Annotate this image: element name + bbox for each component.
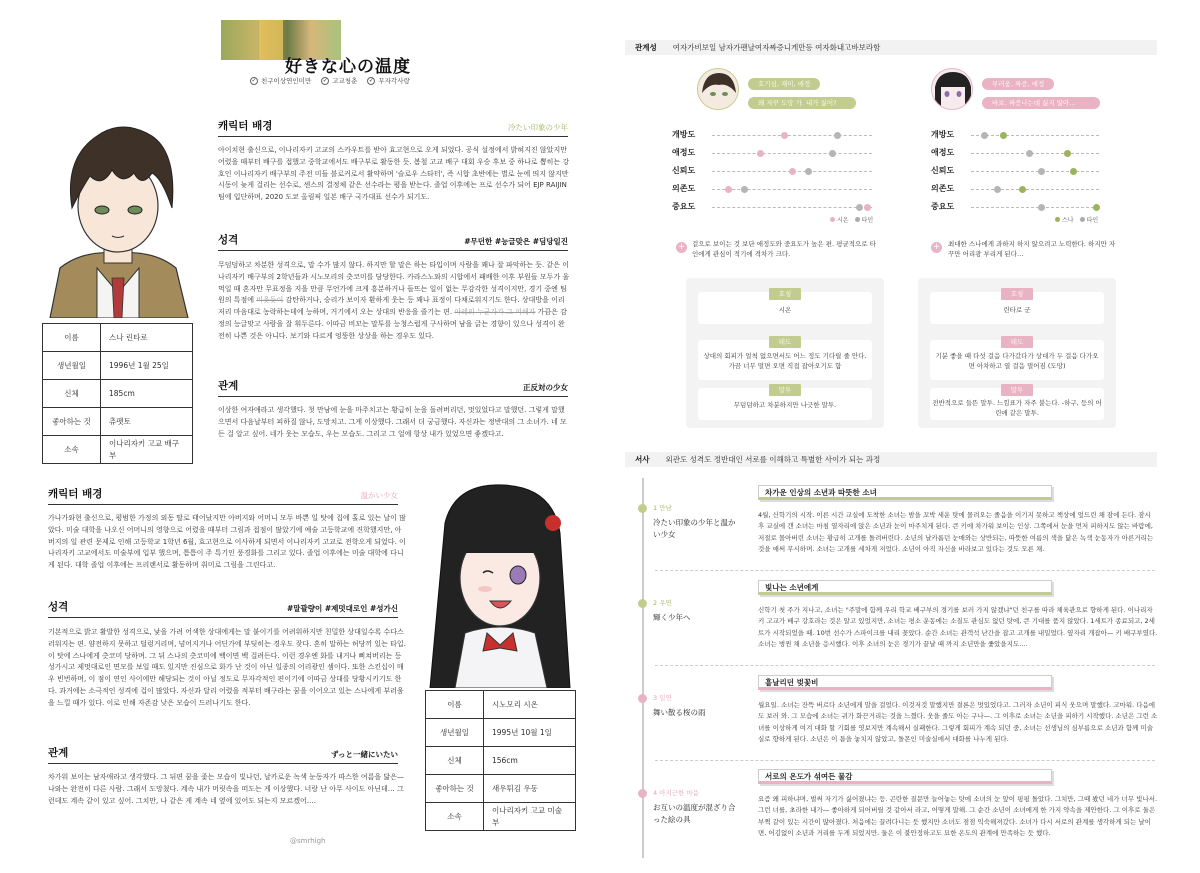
nickname-text: 시온 bbox=[778, 306, 792, 314]
plus-icon: + bbox=[677, 242, 686, 252]
cell-key: 이름 bbox=[43, 324, 101, 352]
char2-relation-heading bbox=[48, 746, 398, 764]
suna-portrait bbox=[42, 118, 194, 318]
speech-text: 전반적으로 들뜬 말투. 느낌표가 자주 붙는다. -하구, 등의 어린애 같은 말투. bbox=[932, 399, 1102, 418]
stat-track bbox=[971, 153, 1099, 154]
stat-label: 애정도 bbox=[931, 148, 955, 157]
stat-label: 신뢰도 bbox=[931, 166, 955, 175]
stat-dot-others bbox=[834, 132, 841, 139]
stat-dot-others bbox=[1026, 150, 1033, 157]
cell-key: 생년월일 bbox=[426, 719, 484, 747]
timeline-step: 1 만남 bbox=[653, 504, 672, 512]
nickname-text: 린타로 군 bbox=[1003, 306, 1031, 314]
timeline-dot bbox=[638, 599, 647, 608]
bar-text: 여자가비보일 남자가팬날여자짜증니게만등 여자화내고바보라함 bbox=[672, 42, 881, 52]
story-heading: 서로의 온도가 섞여든 물감 bbox=[758, 769, 1052, 784]
tag-label: 친구이상연인미만 bbox=[261, 77, 312, 85]
text-run: 감탄하거나, 승리가 보이자 환하게 웃는 등 꽤나 표정이 다채로워지기도 한다. 상대방을 이리저리 마음대로 농락하는데에 능하며, 거기에서 오는 상대의 반응을 즐기는 편. bbox=[218, 296, 565, 316]
stat-row bbox=[672, 180, 872, 198]
stat-dot-self bbox=[725, 186, 732, 193]
cell-value: 1995년 10월 1일 bbox=[484, 719, 576, 747]
stats-legend bbox=[1055, 216, 1098, 225]
text-run: 가끔은 감정의 능글맞고 사람을 잘 휘두른다. 이따금 비꼬는 말투를 능청스럽게 구사하며 남을 긁는 경향이 있으나 성격이 완전히 나쁜 것은 아니다. 보기와 다르게 엉뚱한 상상을 하는 경우도 있다. bbox=[218, 308, 567, 340]
stat-row bbox=[931, 162, 1099, 180]
speech-text: 무덤덤하고 차분하지만 나긋한 말투. bbox=[733, 401, 837, 409]
divider bbox=[655, 760, 1155, 761]
quote-bubble: 바보. 짜증나는데 싫지 않아… bbox=[982, 97, 1100, 109]
timeline-dot bbox=[638, 504, 647, 513]
cell-value: 시노모리 시온 bbox=[484, 691, 576, 719]
char1-relation-text: 이상한 여자애라고 생각했다. 첫 만남에 눈을 마주치고는 황급히 눈을 돌려버리던, 멋있었다고 말했던. 그렇게 말했으면서 다음날부터 피하질 않나, 도망치고. 그게 이상했다. 그래서 더 궁금했다. 자신과는 정반대의 그 소녀가. 네 모든 걸 알고 싶어. 네가 웃는 모습도, 우는 모습도. 그리고 그 얼에 항상 내가 있었으면 좋겠다고. bbox=[218, 406, 567, 438]
divider bbox=[655, 570, 1155, 571]
check-icon: ✓ bbox=[368, 77, 374, 85]
stat-dot-others bbox=[981, 132, 988, 139]
stat-label: 개방도 bbox=[931, 130, 955, 139]
section-title: 관계 bbox=[218, 379, 239, 392]
attitude-pill: 태도 bbox=[769, 336, 801, 348]
section-title: 성격 bbox=[48, 600, 69, 613]
title-banner bbox=[221, 20, 421, 77]
story-text: 요즘 왜 피하냐며, 벌써 자기가 싫어졌냐는 등. 곤란한 질문만 늘어놓는 탓에 소녀의 눈 앞이 핑핑 돌았다. 그치만, 그때 봤던 네가 너무 빛나서. 그런 너를, 초라한 내가— 좋아하게 되어버릴 것 같아서 라고, 어떻게 말해. 그 순간 소년이 소녀에게 한 가지 약속을 제안한다. 그 이후로 둘은 부쩍 같이 있는 시간이 많아졌다. 처음에는 끌려다니는 듯 했지만 소녀도 점점 익숙해져갔다. 소녀가 다시 서로의 관계를 생각하게 되는 날이면, 어김없이 소년과 거리를 두게 되었지만. 둘은 이 불안정하고도 묘한 온도의 관계에 만족하는 듯 했다. bbox=[758, 795, 1158, 838]
section-subtitle: 冷たい印象の少年 bbox=[508, 123, 568, 133]
stat-dot-others bbox=[741, 186, 748, 193]
tag-label: 무자각사랑 bbox=[378, 77, 410, 85]
cell-value: 156cm bbox=[484, 747, 576, 775]
table-row bbox=[426, 803, 576, 831]
shion-stats bbox=[931, 126, 1099, 216]
stat-dot-others bbox=[1038, 204, 1045, 211]
stat-label: 의존도 bbox=[672, 184, 696, 193]
legend-item bbox=[1055, 216, 1074, 225]
stat-row bbox=[931, 198, 1099, 216]
stat-track bbox=[712, 207, 872, 208]
stat-dot-others bbox=[829, 150, 836, 157]
stats-legend bbox=[830, 216, 873, 225]
char1-bg-text: 아이치현 출신으로, 이나리자키 고교의 스카우트를 받아 효고현으로 오게 되었다. 공식 설정에서 밝혀지진 않았지만 어렸을 때부터 배구를 접했고 중학교에서도 배구부로 활동한 듯. 봄철 고교 배구 대회 우승 후보 중 하나로 뽑히는 강호인 이나리자키 배구부의 주전 미들 블로커로서 활약하며 '슬로우 스타터', 즉 시합 초반에는 별로 눈에 띄지 않지만 시동이 늦게 걸리는 선수로, 센스의 결정체 같은 선수라는 평을 받는다. 졸업 이후에는 프로 선수가 되어 EJP RAIJIN팀에 입단하며, 2020 도쿄 올림픽 일본 배구 국가대표 선수가 되기도. bbox=[218, 146, 570, 201]
legend-label: 시온 bbox=[837, 217, 849, 224]
cell-key: 신체 bbox=[426, 747, 484, 775]
table-row bbox=[43, 408, 193, 436]
table-row bbox=[426, 719, 576, 747]
legend-label: 타인 bbox=[1086, 217, 1099, 224]
section-subtitle: ずっと一緒にいたい bbox=[330, 750, 398, 760]
table-row bbox=[426, 775, 576, 803]
page-title: 好きな心の温度 bbox=[285, 57, 411, 77]
stat-dot-self bbox=[1064, 150, 1071, 157]
stat-row bbox=[931, 126, 1099, 144]
section-title: 캐릭터 배경 bbox=[218, 119, 273, 132]
char2-personality-heading bbox=[48, 600, 398, 618]
speech-pill: 말투 bbox=[769, 384, 801, 396]
legend-item bbox=[1080, 216, 1099, 225]
section-subtitle: #무던한 #능글맞은 #딤당일진 bbox=[464, 237, 568, 247]
tag-item bbox=[250, 76, 311, 86]
suna-stats bbox=[672, 126, 872, 216]
cell-key: 소속 bbox=[426, 803, 484, 831]
stat-label: 개방도 bbox=[672, 130, 696, 139]
stat-label: 애정도 bbox=[672, 148, 696, 157]
speech-pill: 말투 bbox=[1001, 384, 1033, 396]
text-run: 무덤덤하고 차분한 성격으로, 말 수가 많지 않다. 하지만 할 말은 하는 타입이며 사람을 꽤나 잘 파악하는 듯. 같은 이나리자키 배구부의 2학년들과 시노모리의 츳코미를 담당한다. 카라스노와의 시합에서 패배한 이후 부원들 모두가 울먹일 때 혼자만 무표정을 지을 만큼 무언가에 크게 흥분하거나 들뜨는 일이 없는 무감각한 성격이지만, 경기 중엔 팀원의 특점에 bbox=[218, 261, 570, 305]
table-row bbox=[426, 691, 576, 719]
cell-value: 1996년 1월 25일 bbox=[101, 352, 193, 380]
section-subtitle: #말괄량이 #제멋대로인 #성가신 bbox=[286, 604, 398, 614]
timeline-step: 4 아지근한 마음 bbox=[653, 789, 699, 797]
timeline-line bbox=[642, 478, 644, 858]
bar-text: 외관도 성격도 정반대인 서로를 이해하고 특별한 사이가 되는 과정 bbox=[665, 454, 881, 464]
stat-dot-self bbox=[864, 204, 871, 211]
stat-track bbox=[971, 207, 1099, 208]
attitude-text: 기분 좋을 때 다섯 걸음 다가갔다가 상대가 두 걸음 다가오면 아차하고 열 걸음 멀어짐 (도망) bbox=[935, 352, 1099, 371]
stat-dot-self bbox=[1000, 132, 1007, 139]
cell-value: 츄펫토 bbox=[101, 408, 193, 436]
stat-track bbox=[971, 171, 1099, 172]
check-icon: ✓ bbox=[322, 77, 328, 85]
stat-row bbox=[672, 162, 872, 180]
stat-track bbox=[971, 135, 1099, 136]
story-heading: 차가운 인상의 소년과 따뜻한 소녀 bbox=[758, 485, 1052, 500]
section-title: 캐릭터 배경 bbox=[48, 487, 103, 500]
table-row bbox=[43, 352, 193, 380]
quote-bubble: 왜 자꾸 도망 가. 내가 싫어? bbox=[748, 97, 856, 109]
story-bar bbox=[625, 452, 1157, 467]
cell-value: 새우튀김 우동 bbox=[484, 775, 576, 803]
stat-row bbox=[931, 144, 1099, 162]
stat-label: 신뢰도 bbox=[672, 166, 696, 175]
timeline-step: 2 우연 bbox=[653, 599, 672, 607]
stat-label: 중요도 bbox=[672, 202, 696, 211]
stat-row bbox=[672, 126, 872, 144]
timeline-dot bbox=[638, 694, 647, 703]
stat-track bbox=[712, 135, 872, 136]
stat-dot-others bbox=[994, 186, 1001, 193]
section-subtitle: 温かい少女 bbox=[360, 491, 398, 501]
emotion-bubble: 호기심, 재미, 애정 bbox=[748, 78, 820, 90]
stat-dot-others bbox=[856, 204, 863, 211]
char1-bg-heading bbox=[218, 119, 568, 137]
section-title: 성격 bbox=[218, 233, 239, 246]
stat-track bbox=[971, 189, 1099, 190]
tag-item bbox=[321, 76, 357, 86]
story-text: 신학기 첫 주가 지나고, 소녀는 "주말에 함께 우리 학교 배구부의 경기를 보러 가지 않겠냐"던 친구를 따라 체육관으로 향하게 된다. 이나리자키 고교가 배구 강호라는 것은 알고 있었지만, 소녀는 평소 운동에는 소질도 관심도 없던 탓에, 큰 기대를 품지 않았다. 1세트가 종료되고, 2세트가 시작되었을 때. 10번 선수가 스파이크를 내리 꽂았다. 순간 소녀는 관객석 난간을 잡고 고개를 내밀었다. 옆자리 개잡아— 키 배구부였다. 소녀는 벙찐 채 소년을 응시했다. 이후 소녀의 눈은 경기가 끝날 때 까지 소년만을 좇았을지도…. bbox=[758, 606, 1158, 649]
bar-label: 서사 bbox=[635, 454, 650, 464]
legend-label: 스나 bbox=[1062, 217, 1074, 224]
shion-note: 최대한 스나에게 과하지 하지 않으려고 노력한다. 하지만 자꾸만 어리광 부리게 된다… bbox=[948, 240, 1116, 259]
char1-info-table bbox=[42, 323, 193, 464]
divider bbox=[655, 665, 1155, 666]
cell-value: 이나리자키 고교 미술부 bbox=[484, 803, 576, 831]
stat-label: 의존도 bbox=[931, 184, 955, 193]
stat-dot-self bbox=[781, 132, 788, 139]
cell-key: 좋아하는 것 bbox=[426, 775, 484, 803]
char1-personality-text bbox=[218, 260, 570, 342]
cell-value: 185cm bbox=[101, 380, 193, 408]
stat-dot-self bbox=[1093, 204, 1100, 211]
char2-personality-text: 기본적으로 밝고 활발한 성격으로, 낯을 가려 어색한 상대에게는 말 붙이기를 어려워하지만 친밀한 상대일수록 수다스러워지는 편. 얌전하지 못하고 덜렁거리며, 넘어지거나 어딘가에 부딪히는 경우도 잦다. 혼히 말하는 허당끼 있는 타입. 이 탓에 스나에게 츳코미 당하며. 그 뒤 스나의 츳코미에 백이면 백 걸려든다. 이런 경우엔 화를 내거나 삐쳐버리는 등 성가시고 제멋대로인 면모를 보일 때도 있지만 진심으로 화가 난 것이 아닌 일종의 어리광인 셈이다. 또한 스킨십이 매우 빈번하며, 이 점이 연인 사이에만 해당되는 것이 아닐 정도로 무자각적인 편이기에 이따금 상대를 당황시키기도 한다. 과거에는 소극적인 성격에 겁이 많았다. 자신과 달리 어렸을 적부터 배구라는 꿈을 이어오고 있는 스나에게 부러움을 느낄 때가 있다. 이로 인해 자존감 낮은 모습이 드러나기도 한다. bbox=[48, 628, 406, 707]
char2-relation-text: 차가워 보이는 남자애라고 생각했다. 그 뒤편 꿈을 좇는 모습이 빛나던, 날카로운 녹색 눈동자가 따스한 여름을 닮은— 나와는 완전히 다른 사람. 그래서 도망쳤다. 계속 내가 머릿속을 떠도는 게 이상했다. 너랑 난 아무 사이도 아닌데… 그런데도 계속 같이 있고 싶어. 그치만, 나 같은 게 계속 네 옆에 있어도 되는지 모르겠어…. bbox=[48, 773, 404, 805]
tag-item bbox=[367, 76, 409, 86]
shion-portrait bbox=[425, 483, 575, 688]
cell-key: 이름 bbox=[426, 691, 484, 719]
struck-text: 비웃듯이 bbox=[256, 296, 284, 305]
stat-row bbox=[931, 180, 1099, 198]
tag-label: 고교청춘 bbox=[332, 77, 358, 85]
tag-list bbox=[250, 76, 410, 86]
check-icon: ✓ bbox=[251, 77, 257, 85]
relation-bar bbox=[625, 40, 1157, 55]
timeline-title: 舞い散る桜の雨 bbox=[653, 708, 706, 717]
suna-card bbox=[686, 278, 884, 428]
emotion-bubble: 부러움, 짜증, 애정 bbox=[982, 78, 1054, 90]
stat-row bbox=[672, 198, 872, 216]
stat-dot-self bbox=[1019, 186, 1026, 193]
stat-dot-self bbox=[789, 168, 796, 175]
table-row bbox=[426, 747, 576, 775]
watermark: @smrhigh bbox=[290, 837, 326, 845]
stat-track bbox=[712, 189, 872, 190]
story-heading: 흩날리던 벚꽃비 bbox=[758, 675, 1052, 690]
cell-value: 스나 린타로 bbox=[101, 324, 193, 352]
char1-personality-heading bbox=[218, 233, 568, 251]
section-title: 관계 bbox=[48, 746, 69, 759]
stat-label: 중요도 bbox=[931, 202, 955, 211]
bar-label: 관계성 bbox=[635, 42, 657, 52]
plus-icon: + bbox=[932, 242, 941, 252]
shion-card bbox=[918, 278, 1116, 428]
nickname-pill: 호칭 bbox=[1001, 288, 1033, 300]
stat-track bbox=[712, 153, 872, 154]
cell-key: 좋아하는 것 bbox=[43, 408, 101, 436]
struck-text: 아레의 누군가가 그 피해자 bbox=[454, 308, 536, 316]
nickname-pill: 호칭 bbox=[769, 288, 801, 300]
cell-key: 소속 bbox=[43, 436, 101, 464]
cell-key: 생년월일 bbox=[43, 352, 101, 380]
timeline-title: お互いの温度が混ざり合った絵の具 bbox=[653, 803, 736, 824]
stat-dot-others bbox=[805, 168, 812, 175]
table-row bbox=[43, 324, 193, 352]
char2-bg-heading bbox=[48, 487, 398, 505]
suna-note: 겉으로 보이는 것 보단 애정도와 중요도가 높은 편. 평균적으로 타인에게 관심이 적기에 격차가 크다. bbox=[692, 240, 876, 259]
timeline-dot bbox=[638, 789, 647, 798]
attitude-text: 상대의 회피가 얼척 없으면서도 어느 정도 기다릴 줄 안다. 가끔 너무 멀면 오면 직접 잡아오기도 함 bbox=[703, 352, 867, 371]
section-subtitle: 正反対の少女 bbox=[523, 383, 568, 393]
legend-item bbox=[855, 216, 874, 225]
cell-key: 신체 bbox=[43, 380, 101, 408]
timeline-title: 冷たい印象の少年と温かい少女 bbox=[653, 518, 736, 539]
char2-info-table bbox=[425, 690, 576, 831]
legend-label: 타인 bbox=[861, 217, 874, 224]
timeline-step: 3 밀연 bbox=[653, 694, 672, 702]
table-row bbox=[43, 380, 193, 408]
suna-avatar bbox=[697, 68, 739, 110]
stat-dot-self bbox=[1070, 168, 1077, 175]
char2-bg-text: 가나가와현 출신으로, 평범한 가정의 외동 딸로 태어났지만 아버지와 어머니 모두 바쁜 일 탓에 집에 홀로 있는 날이 많았다. 미술 대학을 나오신 어머니의 영향으로 어렸을 때부터 그림과 접점이 많았기에 예술 고등학교에 진학했지만, 아버지의 일 관련 문제로 인해 고등학교 1학년 6월, 효고현으로 이사하게 되면서 이나리자키 고교로 전학오게 되었다. 이나리자키 고교에서도 미술부에 입부 했으며, 틈틈이 주 특기인 풍경화를 그리고 있다. 졸업 이후에는 미술 대학에 다니게 된다. 대학 졸업 이후에는 프리랜서로 활동하며 취미로 그림을 그린다고. bbox=[48, 514, 406, 569]
story-text: 4월, 신학기의 시작. 이른 시간 교실에 도착한 소녀는 밤을 꼬박 세운 탓에 몰려오는 졸음을 이기지 못하고 책상에 엎드린 채 잠에 든다. 잠시 후 교실에 갠 소녀는 마침 열자리에 앉은 소년과 눈이 마주치게 된다. 큰 키에 차가워 보이는 인상. 그쪽에서 눈을 먼저 피하지도 않는 바람에, 저절로 몰아버린 소녀는 황급히 고개를 돌려버린다. 소년의 날카롭던 눈매와는 상반되는, 따뜻한 여름의 색을 닮은 녹색 눈동자가 아른거리는 것을 애써 무시하며. 소녀는 고개를 세차게 저었다. 소년이 아직 자신을 바라보고 있다는 것도 모른 채. bbox=[758, 511, 1154, 554]
stat-dot-self bbox=[757, 150, 764, 157]
char1-relation-heading bbox=[218, 379, 568, 397]
attitude-pill: 태도 bbox=[1001, 336, 1033, 348]
timeline-title: 輝く少年へ bbox=[653, 613, 691, 622]
story-heading: 빛나는 소년에게 bbox=[758, 580, 1052, 595]
table-row bbox=[43, 436, 193, 464]
cell-value: 이나리자키 고교 배구부 bbox=[101, 436, 193, 464]
stat-row bbox=[672, 144, 872, 162]
stat-dot-others bbox=[1038, 168, 1045, 175]
story-text: 월요일. 소녀는 잔뜩 버르다 소년에게 말을 걸었다. 이것저것 말했지만 결론은 멋있었다고. 그러자 소년이 피식 웃으며 말했다. 고마워. 다음에도 보러 와. 그 모습에 소녀는 귀가 화끈거리는 것을 느꼈다. 웃을 줄도 아는 구나—. 그 이후로 소녀는 소년을 피하기 시작했다. 소년은 그런 소녀를 이상하게 여겨 대화 할 기회를 엿보지만 계속해서 실패한다. 그렇게 회피가 계속 되던 중, 소녀는 선생님의 심부름으로 소년과 함께 미술실로 향하게 된다. 소년은 이 틈을 놓치지 않았고, 돌몬인 미술실에서 대화를 나누게 된다. bbox=[758, 701, 1158, 744]
shion-avatar bbox=[931, 68, 973, 110]
legend-item bbox=[830, 216, 849, 225]
